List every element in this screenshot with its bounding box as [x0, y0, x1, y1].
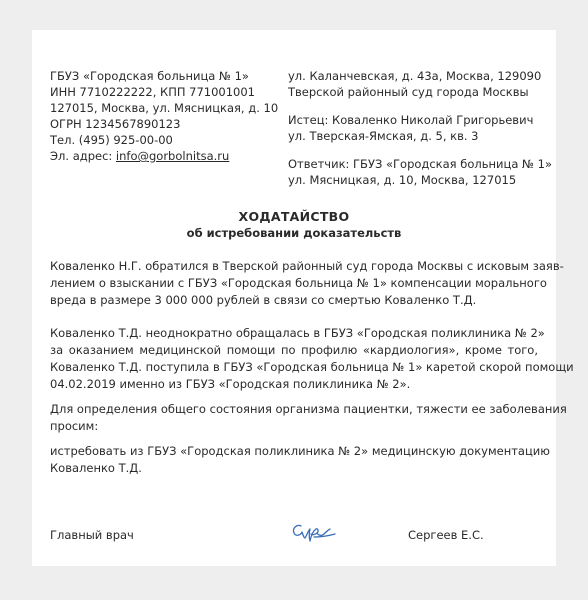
paragraph-history — [50, 325, 574, 393]
document-heading — [32, 208, 556, 241]
sender-email-line — [50, 148, 278, 164]
spacer — [288, 100, 552, 112]
paragraph-request-intro — [50, 401, 567, 435]
text-line: за оказанием медицинской помощи по профилю «кардиология», кроме того, — [50, 343, 538, 357]
text-line: просим: — [50, 419, 99, 433]
text-line: Коваленко Т.Д. — [50, 461, 142, 475]
plaintiff-address: ул. Тверская-Ямская, д. 5, кв. 3 — [288, 129, 479, 143]
text-line: Для определения общего состояния организма пациентки, тяжести ее заболевания — [50, 402, 567, 416]
sender-inn-kpp: ИНН 7710222222, КПП 771001001 — [50, 85, 255, 99]
paragraph-claim — [50, 258, 564, 309]
defendant-name: Ответчик: ГБУЗ «Городская больница № 1» — [288, 157, 552, 171]
spacer — [288, 144, 552, 156]
document-subtitle: об истребовании доказательств — [186, 226, 402, 240]
document-title: ХОДАТАЙСТВО — [238, 209, 350, 224]
document-page — [32, 30, 574, 566]
sender-email-link[interactable]: info@gorbolnitsa.ru — [115, 149, 230, 163]
text-line: лением о взыскании с ГБУЗ «Городская больница № 1» компенсации морального — [50, 276, 547, 290]
signatory-position: Главный врач — [50, 528, 134, 542]
signatory-name: Сергеев Е.С. — [408, 528, 484, 542]
handwritten-signature — [288, 516, 338, 546]
sender-phone: Тел. (495) 925-00-00 — [50, 133, 173, 147]
plaintiff-name: Истец: Коваленко Николай Григорьевич — [288, 113, 534, 127]
recipient-details — [288, 68, 552, 188]
sender-details — [50, 68, 278, 164]
sender-email-label: Эл. адрес: — [50, 149, 116, 163]
text-line: вреда в размере 3 000 000 рублей в связи со смертью Коваленко Т.Д. — [50, 293, 477, 307]
text-line: истребовать из ГБУЗ «Городская поликлиника № 2» медицинскую документацию — [50, 444, 550, 458]
text-line: Коваленко Н.Г. обратился в Тверской районный суд города Москвы с исковым заяв- — [50, 259, 564, 273]
text-line: Коваленко Т.Д. неоднократно обращалась в ГБУЗ «Городская поликлиника № 2» — [50, 326, 545, 340]
sender-name: ГБУЗ «Городская больница № 1» — [50, 69, 249, 83]
court-name: Тверской районный суд города Москвы — [288, 85, 529, 99]
paragraph-request — [50, 443, 550, 477]
defendant-address: ул. Мясницкая, д. 10, Москва, 127015 — [288, 173, 517, 187]
court-address: ул. Каланчевская, д. 43а, Москва, 129090 — [288, 69, 542, 83]
sender-address: 127015, Москва, ул. Мясницкая, д. 10 — [50, 101, 279, 115]
text-line: 04.02.2019 именно из ГБУЗ «Городская поликлиника № 2». — [50, 377, 411, 391]
sender-ogrn: ОГРН 1234567890123 — [50, 117, 181, 131]
text-line: Коваленко Т.Д. поступила в ГБУЗ «Городская больница № 1» каретой скорой помощи — [50, 360, 574, 374]
